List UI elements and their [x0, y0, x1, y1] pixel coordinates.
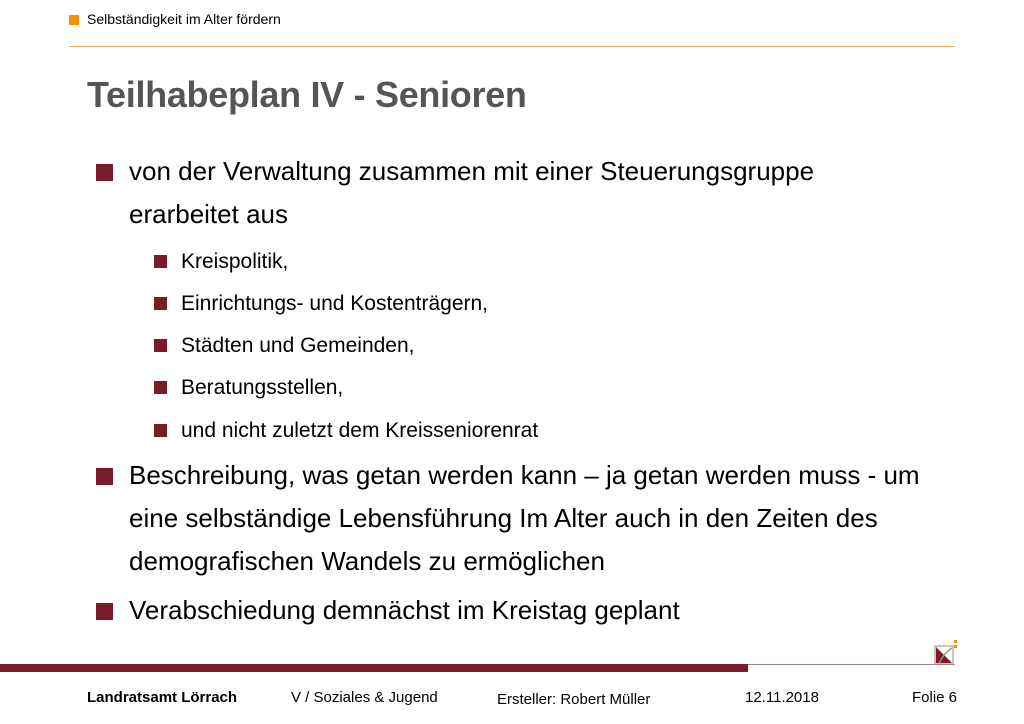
sub-bullet-text: Kreispolitik, — [181, 250, 289, 273]
sub-bullet-square-icon — [154, 297, 167, 310]
sub-bullet-square-icon — [154, 255, 167, 268]
bullet-square-icon — [96, 603, 113, 620]
header-divider — [69, 46, 955, 47]
footer-date: 12.11.2018 — [745, 689, 819, 706]
section-title: Selbständigkeit im Alter fördern — [87, 11, 281, 27]
landratsamt-logo-icon — [931, 638, 957, 666]
bullet-text: von der Verwaltung zusammen mit einer Steuerungsgruppe erarbeitet aus — [129, 156, 815, 229]
sub-bullet-text: Beratungsstellen, — [181, 376, 344, 399]
sub-bullet-text: und nicht zuletzt dem Kreisseniorenrat — [181, 419, 539, 442]
sub-bullet-square-icon — [154, 381, 167, 394]
sub-bullet-text: Städten und Gemeinden, — [181, 334, 415, 357]
bullet-text: Verabschiedung demnächst im Kreistag geplant — [129, 595, 680, 625]
footer-author: Ersteller: Robert Müller — [497, 691, 651, 708]
footer-department: V / Soziales & Jugend — [291, 689, 438, 706]
sub-bullet-square-icon — [154, 339, 167, 352]
slide-title: Teilhabeplan IV - Senioren — [87, 74, 527, 115]
bullet-text: Beschreibung, was getan werden kann – ja getan werden muss - um eine selbständige Lebensführung Im Alter auch in den Zeiten des demografischen Wandels zu ermöglichen — [129, 460, 920, 576]
bullet-square-icon — [96, 164, 113, 181]
header-marker-icon — [69, 15, 79, 25]
bullet-square-icon — [96, 468, 113, 485]
footer-slide-number: Folie 6 — [912, 689, 958, 706]
sub-bullet-square-icon — [154, 424, 167, 437]
footer-accent-bar — [0, 664, 748, 672]
footer-organization: Landratsamt Lörrach — [87, 689, 238, 706]
sub-bullet-text: Einrichtungs- und Kostenträgern, — [181, 292, 489, 315]
